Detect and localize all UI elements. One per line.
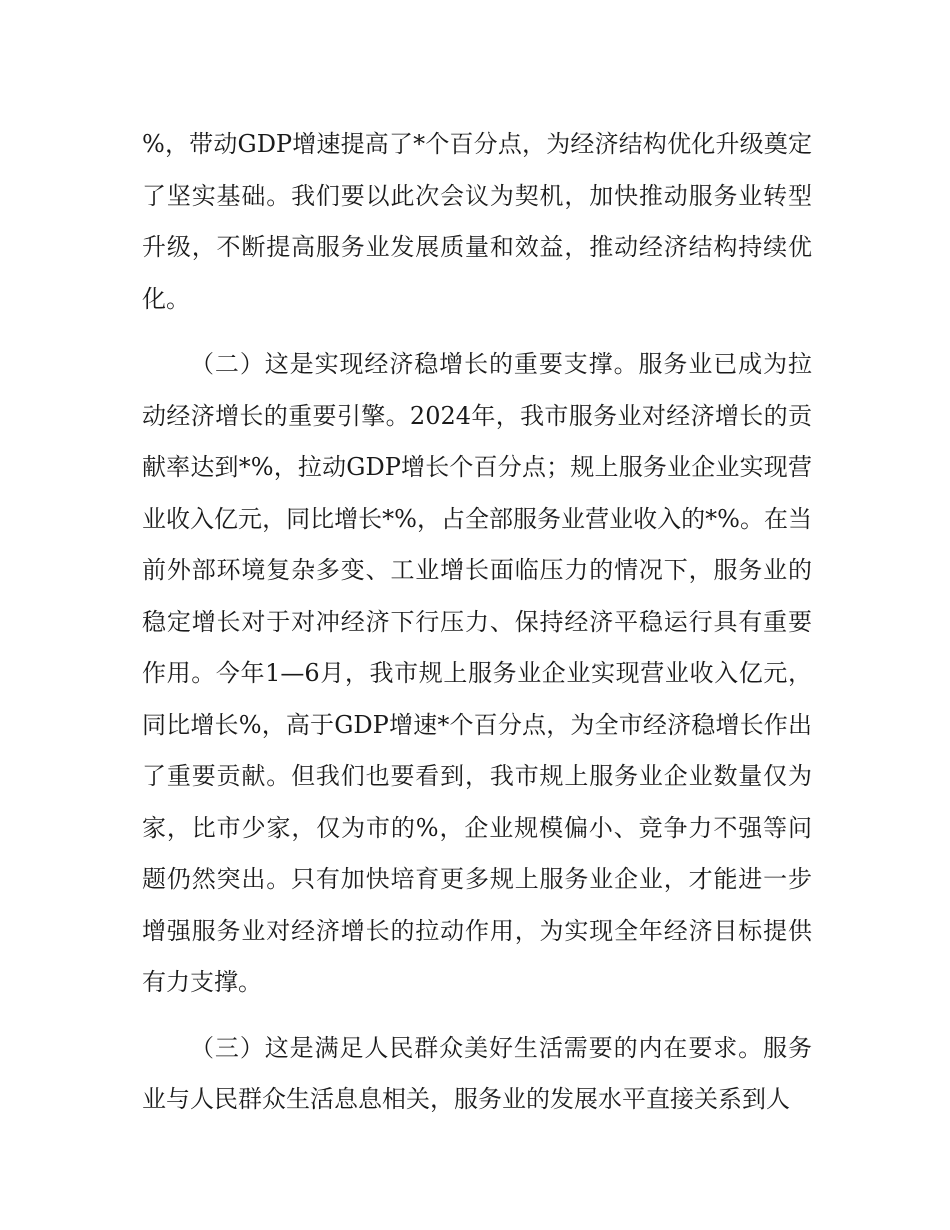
paragraph-continuation: %，带动GDP增速提高了*个百分点，为经济结构优化升级奠定了坚实基础。我们要以此次会议为契机，加快推动服务业转型升级，不断提高服务业发展质量和效益，推动经济结构持续优化。 (142, 130, 812, 313)
paragraph-section-two: （二）这是实现经济稳增长的重要支撑。服务业已成为拉动经济增长的重要引擎。2024年，我市服务业对经济增长的贡献率达到*%，拉动GDP增长个百分点；规上服务业企业实现营业收入亿元，同比增长*%，占全部服务业营业收入的*%。在当前外部环境复杂多变、工业增长面临压力的情况下，服务业的稳定增长对于对冲经济下行压力、保持经济平稳运行具有重要作用。今年1—6月，我市规上服务业企业实现营业收入亿元，同比增长%，高于GDP增速*个百分点，为全市经济稳增长作出了重要贡献。但我们也要看到，我市规上服务业企业数量仅为家，比市少家，仅为市的%，企业规模偏小、竞争力不强等问题仍然突出。只有加快培育更多规上服务业企业，才能进一步增强服务业对经济增长的拉动作用，为实现全年经济目标提供有力支撑。 (142, 350, 812, 996)
document-body (142, 119, 812, 1126)
paragraph-section-three: （三）这是满足人民群众美好生活需要的内在要求。服务业与人民群众生活息息相关，服务业的发展水平直接关系到人 (142, 1033, 812, 1113)
